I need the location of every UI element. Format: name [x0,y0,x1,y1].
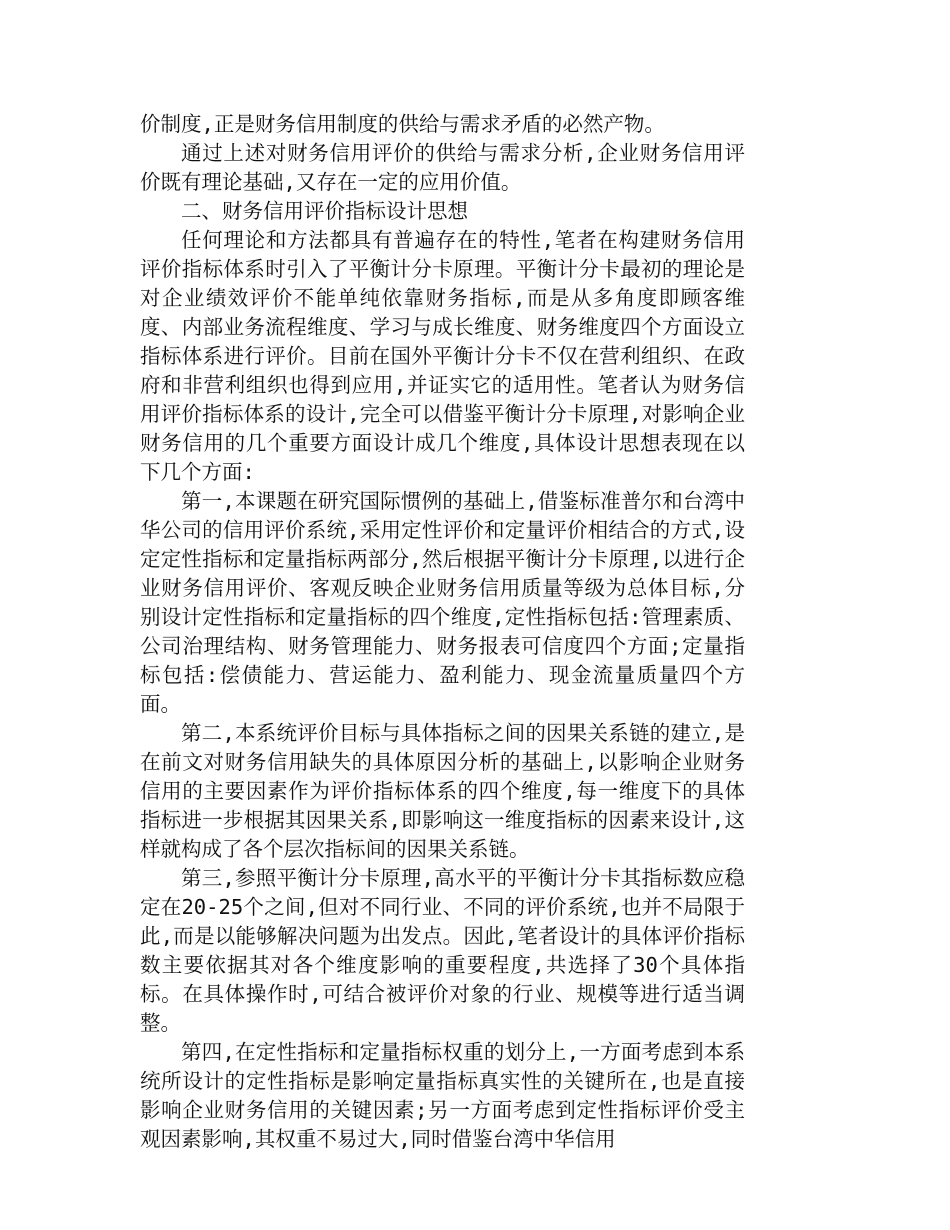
document-body [140,110,745,1154]
paragraph-continuation: 价制度,正是财务信用制度的供给与需求矛盾的必然产物。 [140,112,665,136]
paragraph-point-two: 第二,本系统评价目标与具体指标之间的因果关系链的建立,是在前文对财务信用缺失的具体原因分析的基础上,以影响企业财务信用的主要因素作为评价指标体系的四个维度,每一维度下的具体指标进一步根据其因果关系,即影响这一维度指标的因素来设计,这样就构成了各个层次指标间的因果关系链。 [140,721,745,861]
paragraph-point-four: 第四,在定性指标和定量指标权重的划分上,一方面考虑到本系统所设计的定性指标是影响定量指标真实性的关键所在,也是直接影响企业财务信用的关键因素;另一方面考虑到定性指标评价受主观因素影响,其权重不易过大,同时借鉴台湾中华信用 [140,1040,745,1151]
paragraph-balanced-scorecard: 任何理论和方法都具有普遍存在的特性,笔者在构建财务信用评价指标体系时引入了平衡计分卡原理。平衡计分卡最初的理论是对企业绩效评价不能单纯依靠财务指标,而是从多角度即顾客维度、内部业务流程维度、学习与成长维度、财务维度四个方面设立指标体系进行评价。目前在国外平衡计分卡不仅在营利组织、在政府和非营利组织也得到应用,并证实它的适用性。笔者认为财务信用评价指标体系的设计,完全可以借鉴平衡计分卡原理,对影响企业财务信用的几个重要方面设计成几个维度,具体设计思想表现在以下几个方面: [140,228,745,484]
paragraph-summary: 通过上述对财务信用评价的供给与需求分析,企业财务信用评价既有理论基础,又存在一定的应用价值。 [140,141,745,194]
section-heading: 二、财务信用评价指标设计思想 [181,199,468,223]
paragraph-point-three: 第三,参照平衡计分卡原理,高水平的平衡计分卡其指标数应稳定在20-25个之间,但对不同行业、不同的评价系统,也并不局限于此,而是以能够解决问题为出发点。因此,笔者设计的具体评价指标数主要依据其对各个维度影响的重要程度,共选择了30个具体指标。在具体操作时,可结合被评价对象的行业、规模等进行适当调整。 [140,866,745,1035]
paragraph-point-one: 第一,本课题在研究国际惯例的基础上,借鉴标准普尔和台湾中华公司的信用评价系统,采用定性评价和定量评价相结合的方式,设定定性指标和定量指标两部分,然后根据平衡计分卡原理,以进行企业财务信用评价、客观反映企业财务信用质量等级为总体目标,分别设计定性指标和定量指标的四个维度,定性指标包括:管理素质、公司治理结构、财务管理能力、财务报表可信度四个方面;定量指标包括:偿债能力、营运能力、盈利能力、现金流量质量四个方面。 [140,489,745,716]
